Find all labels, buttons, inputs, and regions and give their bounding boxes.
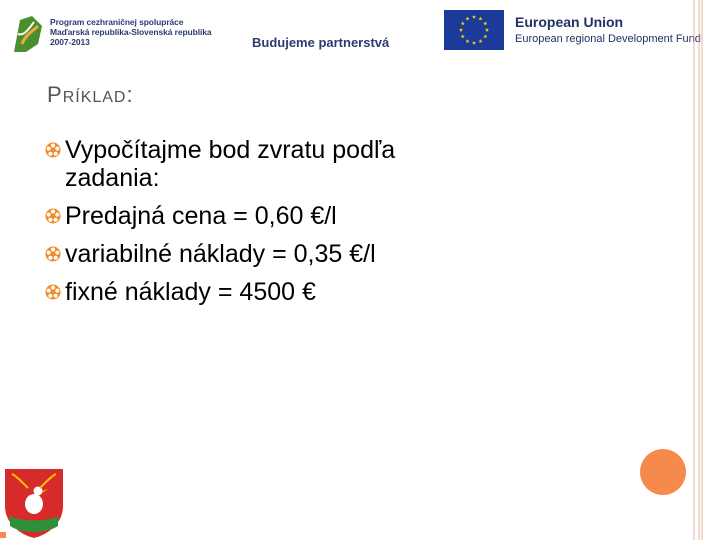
bullet-text: zadania: — [65, 164, 160, 192]
bullet-icon — [45, 284, 61, 300]
program-text — [50, 17, 212, 47]
header-logos — [0, 0, 700, 70]
program-line: Program cezhraničnej spolupráce — [50, 17, 184, 27]
program-line: Maďarská republika-Slovenská republika — [50, 27, 212, 37]
list-item — [45, 202, 645, 230]
bullet-icon — [45, 208, 61, 224]
program-line: 2007-2013 — [50, 37, 90, 47]
eu-flag-icon — [444, 10, 504, 50]
bullet-list — [45, 136, 645, 316]
eu-title: European Union — [515, 14, 624, 30]
list-item — [45, 278, 645, 306]
bullet-text: Predajná cena = 0,60 €/l — [65, 202, 337, 230]
list-item — [45, 240, 645, 268]
bullet-icon — [45, 246, 61, 262]
bullet-text: Vypočítajme bod zvratu podľa — [65, 136, 396, 164]
eu-subtitle: European regional Development Fund — [515, 33, 701, 45]
decorative-orange-mark — [0, 532, 6, 538]
tagline: Budujeme partnerstvá — [252, 35, 390, 50]
list-item — [45, 164, 645, 192]
slide-title-first-letter: P — [47, 82, 63, 107]
list-item — [45, 136, 645, 164]
bullet-text: fixné náklady = 4500 € — [65, 278, 316, 306]
slide-title-rest: RÍKLAD — [62, 89, 127, 106]
bullet-icon — [45, 142, 61, 158]
slide-title-colon: : — [126, 82, 134, 107]
coat-of-arms-icon — [2, 466, 66, 540]
program-logo-icon — [12, 14, 46, 54]
slide-title — [47, 82, 134, 108]
decorative-border-lines — [690, 0, 720, 540]
bullet-text: variabilné náklady = 0,35 €/l — [65, 240, 376, 268]
decorative-orange-circle — [640, 449, 686, 495]
